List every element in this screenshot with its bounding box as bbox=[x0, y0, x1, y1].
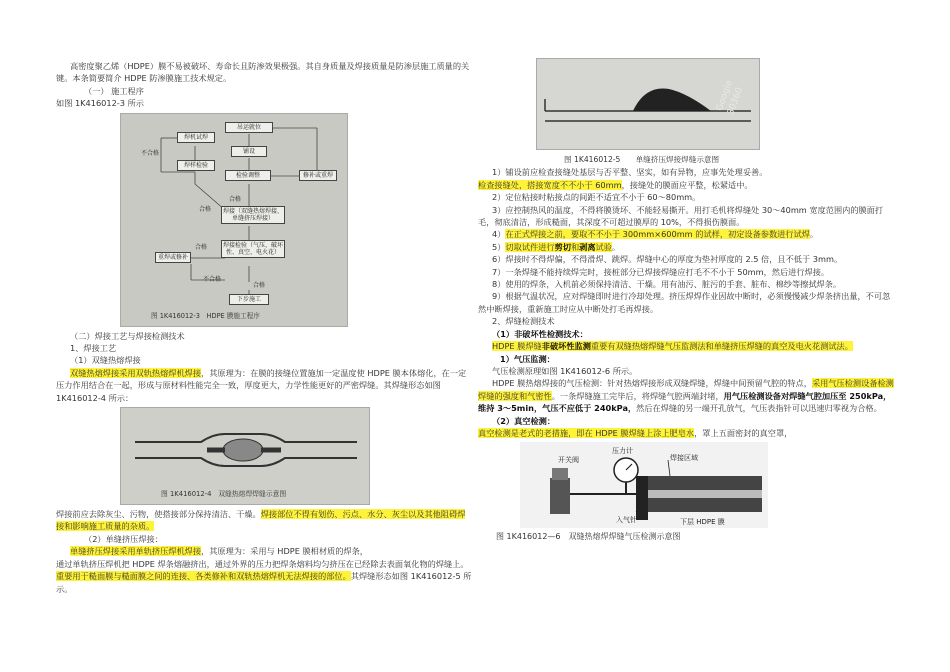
cleaning-text: 焊接前应去除灰尘、污物，使搭接部分保持清洁、干燥。 bbox=[56, 509, 261, 520]
highlight-test-1: 切取试件进行 bbox=[505, 241, 555, 252]
label-switch-valve: 开关阀 bbox=[558, 456, 579, 465]
flow-node-weld-inspection: 焊接检验（气压、破坏性、真空、电火花） bbox=[223, 241, 284, 256]
vacuum-text: ，罩上五面密封的真空罩， bbox=[694, 427, 793, 438]
subheading-vacuum: （2）真空检测： bbox=[492, 415, 556, 426]
step-7: 7）一条焊缝不能持续焊完时，接桩部分已焊接焊缝应打毛不不小于 50mm，然后进行焊接。 bbox=[492, 266, 830, 277]
subheading-non-destructive: （1）非破坏性检测技术： bbox=[492, 328, 588, 339]
figure-single-seam bbox=[536, 58, 760, 150]
step-5-number: 5） bbox=[492, 241, 506, 252]
figure-reference: 如图 1K416012-3 所示 bbox=[56, 98, 144, 109]
highlight-overlap-width: 检查接缝处，搭接宽度不不小于 60mm bbox=[478, 179, 622, 190]
flow-node-inspect-adjust: 检验调整 bbox=[225, 170, 271, 181]
flow-label-pass-3: 合格 bbox=[195, 243, 208, 251]
section-heading-procedure: （一） 施工程序 bbox=[84, 85, 144, 96]
watermark-text: Google 30360 bbox=[714, 79, 746, 117]
highlight-extrusion-use: 重要用于糙面膜与糙面膜之间的连接、各类修补和双轨热熔焊机无法焊接的部位。 bbox=[56, 571, 351, 582]
overlap-width-text: ，接缝处的膜面应平整，松紧适中。 bbox=[621, 179, 753, 190]
air-text-1: HDPE 膜热熔焊接的气压检测：针对热熔焊接形成双缝焊缝，焊缝中间预留气腔的特点， bbox=[492, 378, 812, 389]
label-weld-zone: 焊接区域 bbox=[670, 454, 698, 463]
label-air-needle: 入气针 bbox=[616, 516, 637, 525]
step-1: 1）铺设前应检查接缝处基层与否平整、坚实，如有异物，应事先处理妥善。 bbox=[492, 167, 768, 178]
highlight-nd-2: 重要有双缝热熔焊缝气压监测法和单缝挤压焊缝的真空及电火花测试法。 bbox=[590, 341, 853, 352]
highlight-vacuum: 真空检测是老式的老措施，即在 HDPE 膜焊缝上涂上肥皂水 bbox=[478, 427, 695, 438]
step-3: 3）应控制热风的温度，不得将膜烫坏、不能轻易撕开。用打毛机将焊缝处 30～40mm 宽度范围内的膜面打毛，彻底清洁，形成糙面，其深度不可超过膜厚的 10%，不得损伤膜面。 bbox=[478, 204, 884, 228]
figure-caption-single-seam: 图 1K416012-5 单缝挤压焊接焊缝示意图 bbox=[564, 155, 720, 164]
single-seam-text: ，其原理为：采用与 HDPE 膜相材质的焊条， bbox=[201, 546, 368, 557]
flow-node-lay: 铺设 bbox=[231, 146, 267, 157]
highlight-peel: 剥离 bbox=[579, 241, 596, 252]
step-8: 8）使用的焊条，入机前必须保持清洁、干燥。用有油污、脏污的手套、脏布、棉纱等擦拭焊条。 bbox=[492, 279, 842, 290]
air-principle: 气压检测原理如图 1K416012-6 所示。 bbox=[492, 365, 638, 376]
flow-label-fail-2: 不合格 bbox=[203, 275, 222, 283]
step-6: 6）焊接时不得焊偏，不得滑焊、跳焊。焊缝中心的厚度为垫衬厚度的 2.5 倍，且不低于 3mm。 bbox=[492, 254, 843, 265]
step-9: 9）根据气温状况，应对焊缝即时进行冷却处理。挤压焊焊作业因故中断时，必须慢慢减少焊条挤出量，不可忽然中断焊接，重新施工时应从中断处打毛再焊接。 bbox=[478, 291, 891, 314]
highlight-nd-1: HDPE 膜焊缝 bbox=[492, 341, 542, 352]
figure-caption-air-pressure: 图 1K416012—6 双缝热熔焊焊缝气压检测示意图 bbox=[496, 532, 681, 542]
extrusion-figure-ref: 其焊缝形态如图 1K416012-5 所示。 bbox=[56, 571, 472, 594]
highlight-single-seam: 单缝挤压焊接采用单轨挤压焊机焊接 bbox=[70, 546, 202, 557]
subheading-single-seam: （2）单缝挤压焊接： bbox=[84, 533, 163, 544]
figure-caption-procedure: 图 1K416012-3 HDPE 膜施工程序 bbox=[151, 311, 260, 320]
step-4-end: 。 bbox=[809, 229, 819, 240]
subheading-air-pressure: 1）气压监测： bbox=[500, 353, 555, 364]
step-2: 2）定位粘接时粘接点的间距不适宜不小于 60～80mm。 bbox=[492, 192, 701, 203]
subheading-welding-process: 1、焊接工艺 bbox=[70, 343, 117, 354]
flow-node-reweld-repair: 重焊或修补 bbox=[155, 252, 191, 263]
left-column bbox=[56, 60, 472, 595]
intro-paragraph: 高密度聚乙烯（HDPE）膜不易被破坏、寿命长且防渗效果极强。其自身质量及焊接质量是防渗层施工质量的关键。本条简要简介 HDPE 防渗膜施工技术规定。 bbox=[56, 61, 470, 84]
flow-node-welding: 焊接（双缝热熔焊接、单缝挤压焊接） bbox=[223, 207, 284, 222]
air-pressure-bold: 用气压检测设备对焊缝气腔加压至 250kPa，维持 3～5min，气压不应低于 240kPa， bbox=[478, 390, 892, 414]
highlight-cleaning: 焊接部位不得有划伤、污点、水分、灰尘以及其他阻碍焊接和影响施工质量的杂质。 bbox=[56, 509, 466, 532]
flow-node-next-step: 下步施工 bbox=[229, 294, 269, 305]
flow-node-trial-weld: 焊机试焊 bbox=[177, 132, 215, 143]
highlight-air-strength: 采用气压检测设备检测焊缝的强度和气密性 bbox=[478, 378, 894, 401]
subheading-weld-testing: 2、焊缝检测技术 bbox=[492, 316, 555, 327]
highlight-trial-weld: 在正式焊接之前，要取不不小于 300mm×600mm 的试样，初定设备参数进行试焊 bbox=[505, 229, 810, 240]
highlight-shear: 剪切 bbox=[554, 241, 571, 252]
section-heading-welding: （二）焊接工艺与焊接检测技术 bbox=[70, 330, 185, 341]
highlight-nd-bold: 非破坏性监测 bbox=[541, 341, 591, 352]
flow-label-fail-1: 不合格 bbox=[141, 149, 160, 157]
flow-node-repair-reweld: 修补或重焊 bbox=[299, 170, 337, 181]
highlight-double-seam: 双缝热熔焊接采用双轨热熔焊机焊接 bbox=[70, 367, 202, 378]
air-text-2: 。一条焊缝施工完毕后，将焊缝气腔两端封堵， bbox=[551, 390, 724, 401]
figure-air-pressure bbox=[520, 442, 768, 528]
flow-label-pass-4: 合格 bbox=[253, 281, 266, 289]
flow-label-pass-2: 合格 bbox=[199, 205, 212, 213]
right-column bbox=[478, 60, 894, 544]
flow-node-lift: 吊运就位 bbox=[225, 122, 273, 133]
highlight-test-3: 试验 bbox=[595, 241, 612, 252]
step-4-number: 4） bbox=[492, 229, 506, 240]
double-seam-text: ，其原理为：在膜的接缝位置施加一定温度使 HDPE 膜本体熔化，在一定压力作用结合在一起，形成与原材料性能完全一致，厚度更大，力学性能更好的严密焊缝。其焊缝形态如图 1K416012-4 所示： bbox=[56, 367, 467, 403]
flow-label-pass-1: 合格 bbox=[229, 195, 242, 203]
subheading-double-seam: （1）双缝热熔焊接 bbox=[70, 355, 141, 366]
step-5-end: 。 bbox=[611, 241, 621, 252]
label-pressure-gauge: 压力计 bbox=[612, 447, 633, 456]
flow-node-sample-test: 焊样检验 bbox=[177, 160, 215, 171]
figure-flowchart bbox=[120, 113, 348, 327]
air-text-3: 然后在焊缝的另一端开孔放气，气压表指针可以迅速归零视为合格。 bbox=[636, 403, 882, 414]
highlight-test-2: 和 bbox=[570, 241, 580, 252]
figure-caption-double-seam: 图 1K416012-4 双缝热熔焊焊缝示意图 bbox=[161, 490, 287, 499]
label-lower-membrane: 下层 HDPE 膜 bbox=[680, 518, 725, 527]
extrusion-text: 通过单轨挤压焊机把 HDPE 焊条熔融挤出，通过外界的压力把焊条熔料均匀挤压在已经除去表面氧化物的焊缝上。 bbox=[56, 558, 469, 569]
figure-double-seam bbox=[120, 407, 370, 505]
